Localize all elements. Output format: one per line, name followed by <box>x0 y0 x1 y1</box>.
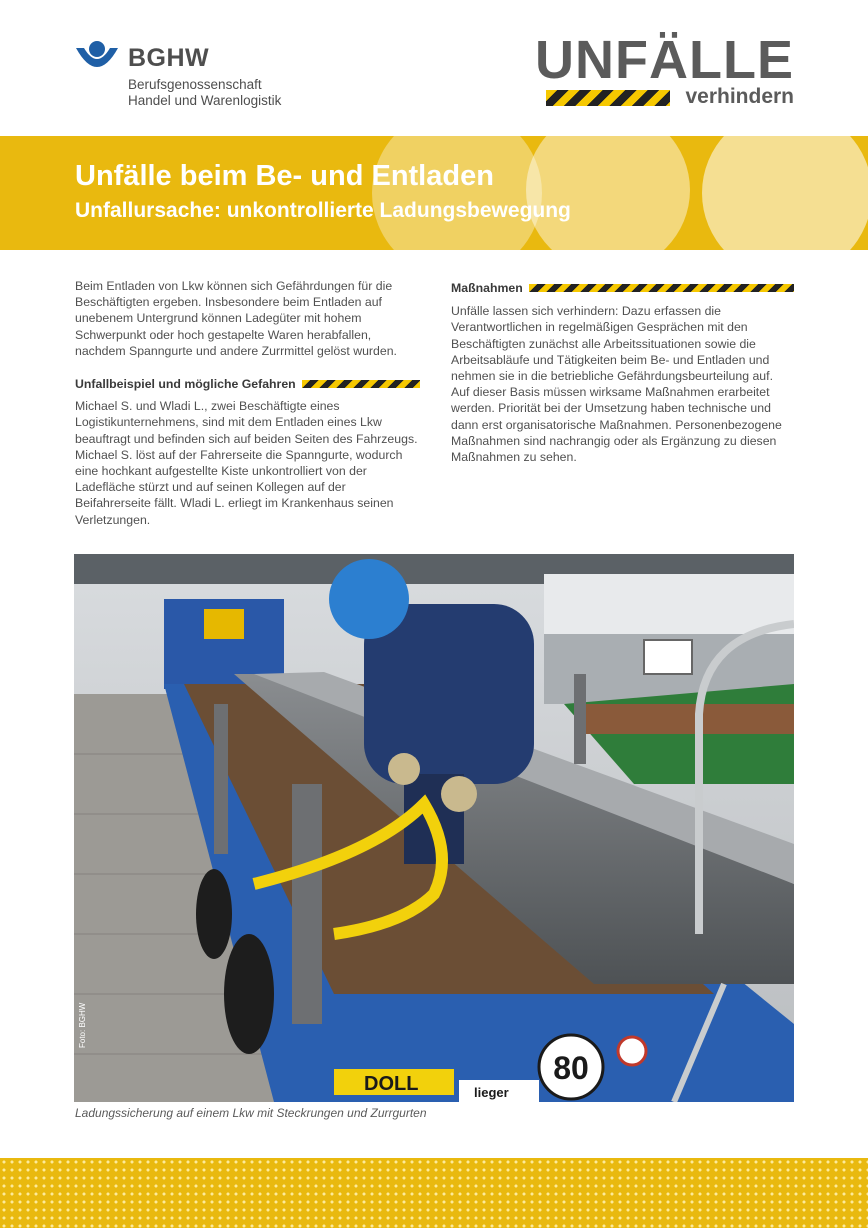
decor-circle <box>372 136 542 250</box>
brand-title: UNFÄLLE <box>535 30 794 90</box>
hazard-stripe <box>546 90 670 106</box>
left-column <box>75 278 420 528</box>
section-heading-text: Maßnahmen <box>451 281 523 295</box>
photo-caption: Ladungssicherung auf einem Lkw mit Steckrungen und Zurrgurten <box>75 1106 427 1120</box>
measures-paragraph: Unfälle lassen sich verhindern: Dazu erfassen die Verantwortlichen in regelmäßigen Gesprächen mit den Beschäftigten zunächst alle Arbeitssituationen sowie die Arbeitsabläufe und Tätigkeiten beim Be- und Entladen und nehmen sie in die betriebliche Gefährdungsbeurteilung auf. Auf dieser Basis müssen wirksame Maßnahmen erarbeitet werden. Priorität bei der Umsetzung haben technische und dann erst organisatorische Maßnahmen. Personenbezogene Maßnahmen sind nachrangig oder als Ergänzung zu diesen Maßnahmen zu sehen. <box>451 304 782 465</box>
truck-loading-photo <box>74 554 794 1102</box>
logo-subtitle-line1: Berufsgenossenschaft <box>128 77 262 92</box>
hazard-stripe <box>302 380 420 388</box>
unfaelle-verhindern-brand <box>535 30 794 110</box>
page-title: Unfälle beim Be- und Entladen <box>75 160 494 192</box>
right-column <box>451 280 794 465</box>
logo-name: BGHW <box>128 44 210 72</box>
trailer-label-text: lieger <box>474 1085 509 1100</box>
decor-circle <box>526 136 690 250</box>
footer-band <box>0 1158 868 1228</box>
title-banner <box>0 136 868 250</box>
section-heading-example <box>75 376 420 392</box>
decor-circle <box>702 136 868 250</box>
brand-subtitle: verhindern <box>685 85 794 108</box>
hazard-stripe <box>529 284 794 292</box>
section-heading-measures <box>451 280 794 296</box>
intro-paragraph: Beim Entladen von Lkw können sich Gefährdungen für die Beschäftigten ergeben. Insbesondere beim Entladen auf unebenem Untergrund können Ladegüter mit hohem Schwerpunkt oder hoch gestapelte Waren herabfallen, nachdem Spanngurte und andere Zurrmittel gelöst wurden. <box>75 279 397 358</box>
photo-credit: Foto: BGHW <box>78 1002 87 1048</box>
bghw-logo-icon <box>74 40 120 76</box>
section-heading-text: Unfallbeispiel und mögliche Gefahren <box>75 377 296 392</box>
example-paragraph: Michael S. und Wladi L., zwei Beschäftigte eines Logistikunternehmens, sind mit dem Entladen eines Lkw beauftragt und befinden sich auf beiden Seiten des Fahrzeugs. Michael S. löst auf der Fahrerseite die Spanngurte, wodurch eine hochkant aufgestellte Kiste unkontrolliert von der Ladefläche stürzt und auf seinen Kollegen auf der Beifahrerseite fällt. Wladi L. erliegt im Krankenhaus seinen Verletzungen. <box>75 399 418 527</box>
logo-subtitle-line2: Handel und Warenlogistik <box>128 93 282 108</box>
trailer-brand-text: DOLL <box>364 1073 419 1095</box>
speed-sign-number: 80 <box>553 1050 589 1086</box>
page-subtitle: Unfallursache: unkontrollierte Ladungsbewegung <box>75 199 571 222</box>
